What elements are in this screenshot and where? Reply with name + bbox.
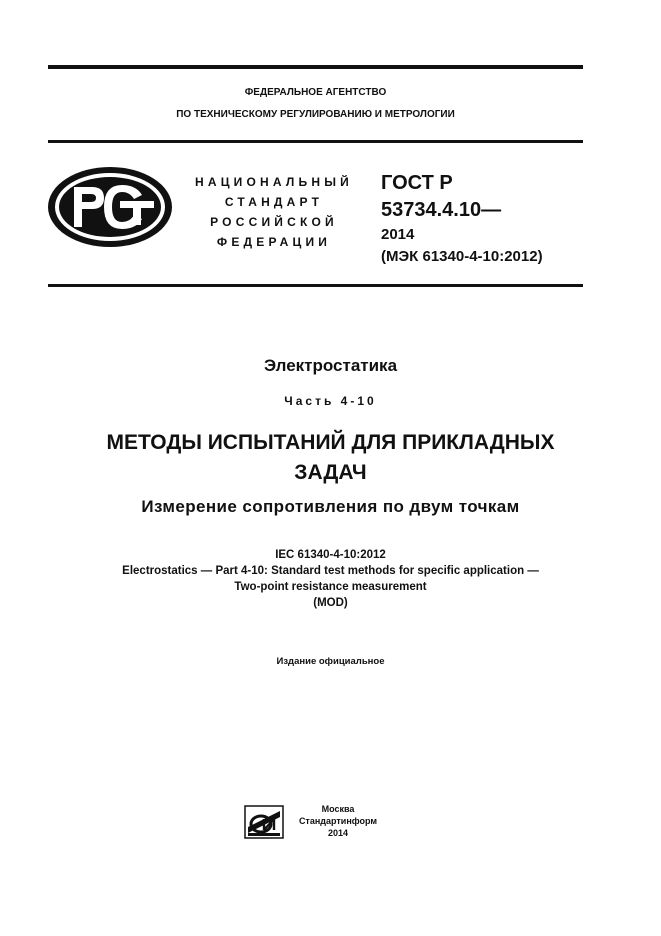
heading-line-2: ЗАДАЧ [294, 461, 367, 484]
national-standard-label [176, 172, 372, 252]
iec-line-3: Two-point resistance measurement [234, 581, 427, 593]
designation-iec-ref: (МЭК 61340-4-10:2012) [381, 248, 543, 265]
national-standard-line-3: РОССИЙСКОЙ [210, 215, 338, 229]
publisher-info [290, 803, 386, 839]
rst-emblem-icon [46, 165, 174, 249]
agency-line-1: ФЕДЕРАЛЬНОЕ АГЕНТСТВО [244, 87, 387, 98]
document-main-title: Электростатика [263, 356, 398, 375]
header-bottom-rule [48, 284, 583, 287]
national-standard-line-1: НАЦИОНАЛЬНЫЙ [194, 175, 354, 189]
iec-reference [30, 547, 631, 611]
iec-line-4: (MOD) [313, 597, 348, 609]
standard-designation [381, 170, 543, 268]
edition-label: Издание официальное [276, 656, 385, 667]
publisher-city: Москва [321, 804, 355, 814]
standartinform-logo-icon [244, 805, 284, 839]
document-subtitle: Измерение сопротивления по двум точкам [141, 497, 520, 516]
iec-line-1: IEC 61340-4-10:2012 [275, 549, 386, 561]
document-heading [30, 428, 631, 488]
iec-line-2: Electrostatics — Part 4-10: Standard test methods for specific application — [122, 565, 539, 577]
header-rule [48, 140, 583, 143]
heading-line-1: МЕТОДЫ ИСПЫТАНИЙ ДЛЯ ПРИКЛАДНЫХ [106, 431, 555, 454]
publisher-year: 2014 [327, 828, 349, 838]
publisher-name: Стандартинформ [298, 816, 378, 826]
top-rule [48, 65, 583, 69]
national-standard-line-4: ФЕДЕРАЦИИ [216, 235, 332, 249]
document-part: Часть 4-10 [284, 394, 377, 408]
designation-line-1: ГОСТ Р [381, 172, 453, 194]
designation-line-2: 53734.4.10— [381, 199, 502, 221]
national-standard-line-2: СТАНДАРТ [224, 195, 324, 209]
agency-line-2: ПО ТЕХНИЧЕСКОМУ РЕГУЛИРОВАНИЮ И МЕТРОЛОГИИ [176, 109, 455, 120]
designation-year: 2014 [381, 226, 415, 243]
